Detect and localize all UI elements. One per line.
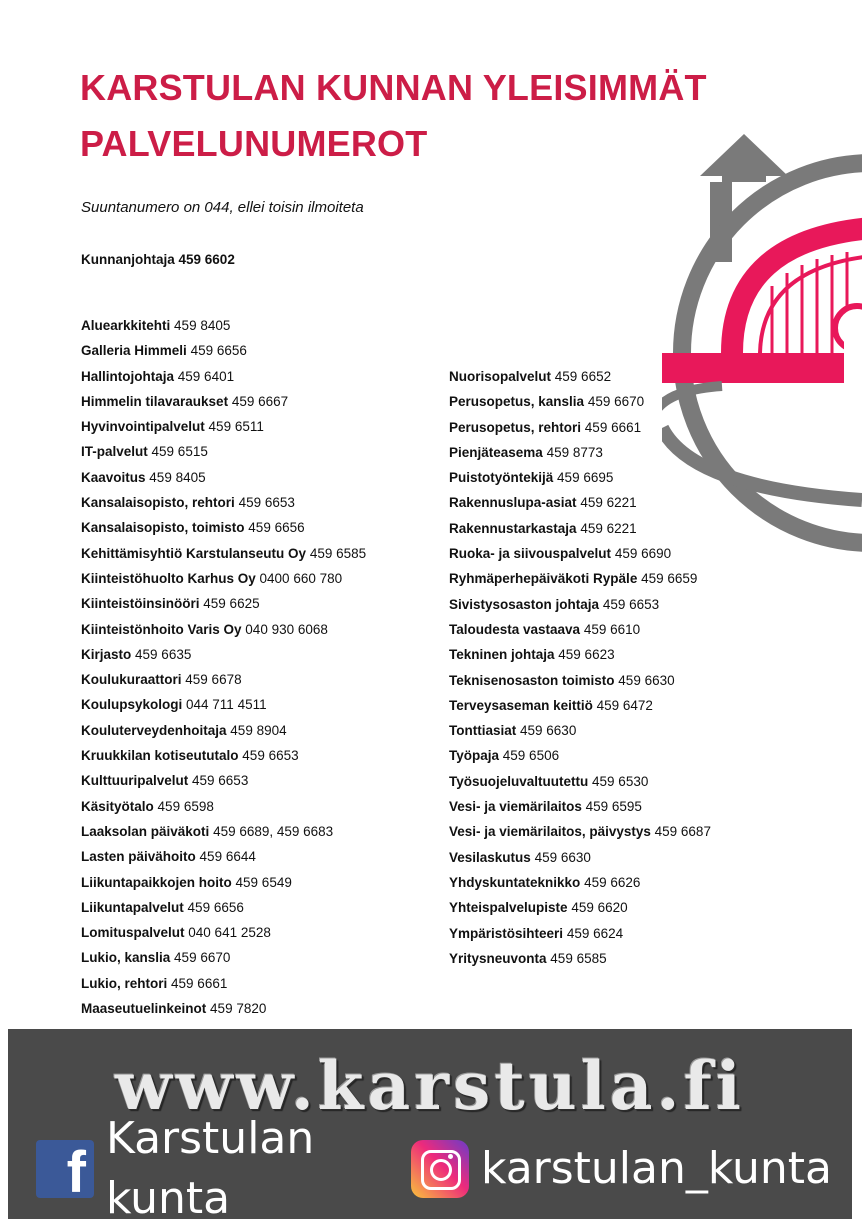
service-number: 459 6656: [190, 343, 247, 359]
service-name: Hallintojohtaja: [81, 368, 175, 384]
service-list-right: [449, 364, 711, 971]
service-entry: [81, 768, 366, 793]
service-number: 459 6630: [618, 672, 675, 688]
head-contact-name: Kunnanjohtaja: [81, 252, 175, 267]
service-number: 459 6585: [550, 950, 607, 966]
service-entry: [81, 338, 366, 363]
service-entry: [449, 592, 711, 617]
title-line-1: KARSTULAN KUNNAN YLEISIMMÄT: [80, 67, 707, 108]
service-name: Teknisenosaston toimisto: [449, 672, 615, 688]
service-entry: [449, 389, 711, 414]
service-number: 459 6656: [187, 899, 244, 915]
service-entry: [449, 794, 711, 819]
service-number: 044 711 4511: [186, 697, 267, 713]
service-entry: [81, 591, 366, 616]
service-name: Kiinteistöhuolto Karhus Oy: [81, 570, 256, 586]
service-name: Ympäristösihteeri: [449, 925, 564, 941]
service-name: Galleria Himmeli: [81, 343, 187, 359]
service-name: Himmelin tilavaraukset: [81, 393, 229, 409]
head-contact: [81, 252, 235, 267]
service-number: 459 6667: [231, 393, 289, 409]
service-name: Sivistysosaston johtaja: [449, 596, 600, 612]
service-name: Kirjasto: [81, 646, 132, 662]
service-number: 459 6626: [584, 874, 641, 890]
title-line-2: PALVELUNUMEROT: [80, 123, 428, 164]
service-entry: [81, 692, 366, 717]
service-number: 459 6656: [248, 520, 305, 536]
service-number: 459 6659: [641, 571, 698, 587]
service-name: Lukio, rehtori: [81, 975, 168, 991]
service-number: 459 6549: [235, 874, 292, 890]
service-name: Työpaja: [449, 748, 500, 764]
service-entry: [81, 642, 366, 667]
service-number: 459 6221: [580, 520, 637, 536]
facebook-icon[interactable]: f: [36, 1140, 94, 1198]
service-number: 459 6598: [157, 798, 214, 814]
service-name: Kansalaisopisto, rehtori: [81, 495, 235, 511]
service-entry: [449, 668, 711, 693]
service-name: Ryhmäperhepäiväkoti Rypäle: [449, 571, 638, 587]
service-name: Pienjäteasema: [449, 444, 543, 460]
service-number: 459 6472: [596, 697, 653, 713]
service-number: 459 6670: [587, 394, 645, 410]
service-name: Taloudesta vastaava: [449, 621, 581, 637]
service-name: Nuorisopalvelut: [449, 369, 552, 384]
service-entry: [81, 617, 366, 642]
service-entry: [449, 566, 711, 591]
service-entry: [81, 794, 366, 819]
service-number: 459 8904: [230, 722, 287, 738]
service-name: Yhdyskuntateknikko: [449, 874, 581, 890]
service-entry: [81, 566, 366, 591]
service-entry: [449, 490, 711, 515]
service-entry: [449, 895, 711, 920]
area-code-note: Suuntanumero on 044, ellei toisin ilmoiteta: [81, 199, 364, 216]
service-name: Tekninen johtaja: [449, 647, 555, 663]
service-entry: [449, 870, 711, 895]
service-name: Ruoka- ja siivouspalvelut: [449, 546, 612, 562]
service-entry: [81, 414, 366, 439]
service-entry: [449, 743, 711, 768]
service-name: Terveysaseman keittiö: [449, 697, 593, 713]
service-name: Kaavoitus: [81, 469, 146, 485]
service-entry: [449, 718, 711, 743]
service-number: 459 6678: [185, 672, 242, 688]
service-number: 459 8405: [174, 318, 231, 333]
service-entry: [81, 718, 366, 743]
service-entry: [81, 945, 366, 970]
service-name: Perusopetus, rehtori: [449, 419, 582, 435]
service-entry: [449, 921, 711, 946]
service-name: Kiinteistöinsinööri: [81, 596, 200, 612]
service-number: 459 6506: [502, 748, 560, 764]
service-name: Vesi- ja viemärilaitos: [449, 799, 582, 815]
service-name: Hyvinvointipalvelut: [81, 419, 205, 435]
service-number: 459 6625: [203, 596, 260, 612]
service-name: Kouluterveydenhoitaja: [81, 722, 227, 738]
service-entry: [81, 895, 366, 920]
service-number: 459 6635: [135, 646, 192, 662]
service-name: Vesilaskutus: [449, 849, 531, 865]
website-url[interactable]: www.karstula.fi: [115, 1047, 745, 1125]
service-number: 459 6687: [654, 824, 711, 840]
page-title: [80, 60, 720, 172]
service-name: Lomituspalvelut: [81, 925, 185, 941]
service-entry: [81, 439, 366, 464]
service-name: Kulttuuripalvelut: [81, 773, 189, 789]
social-links: [36, 1113, 852, 1224]
service-name: Yritysneuvonta: [449, 950, 547, 966]
service-number: 040 930 6068: [245, 621, 328, 637]
service-number: 040 641 2528: [188, 925, 271, 941]
service-number: 459 8773: [546, 444, 603, 460]
service-number: 0400 660 780: [259, 570, 343, 586]
service-number: 459 6624: [566, 925, 624, 941]
head-contact-number: 459 6602: [178, 252, 235, 267]
service-entry: [81, 971, 366, 996]
service-entry: [449, 364, 711, 389]
service-name: Tonttiasiat: [449, 723, 517, 739]
facebook-label[interactable]: Karstulan kunta: [106, 1113, 315, 1224]
service-name: Aluearkkitehti: [81, 318, 171, 333]
service-entry: [81, 465, 366, 490]
service-name: Perusopetus, kanslia: [449, 394, 585, 410]
service-entry: [449, 845, 711, 870]
service-number: 459 6511: [208, 419, 264, 435]
service-name: Rakennuslupa-asiat: [449, 495, 577, 511]
service-name: Lasten päivähoito: [81, 849, 196, 865]
service-entry: [81, 844, 366, 869]
service-entry: [81, 515, 366, 540]
service-entry: [449, 819, 711, 844]
service-name: Kiinteistönhoito Varis Oy: [81, 621, 242, 637]
service-name: Koulupsykologi: [81, 697, 183, 713]
service-entry: [449, 541, 711, 566]
service-number: 459 6653: [242, 748, 299, 764]
service-entry: [449, 642, 711, 667]
service-number: 459 6401: [177, 368, 235, 384]
service-entry: [81, 667, 366, 692]
service-number: 459 6630: [520, 723, 577, 739]
service-number: 459 6690: [614, 546, 672, 562]
service-number: 459 6644: [199, 849, 256, 865]
service-number: 459 6653: [238, 495, 295, 511]
service-entry: [449, 693, 711, 718]
service-number: 459 8405: [149, 469, 206, 485]
service-number: 459 6661: [171, 975, 228, 991]
service-entry: [449, 465, 711, 490]
service-name: Työsuojeluvaltuutettu: [449, 773, 589, 789]
service-name: Yhteispalvelupiste: [449, 900, 568, 916]
service-name: Kansalaisopisto, toimisto: [81, 520, 245, 536]
service-number: 459 7820: [210, 1001, 267, 1017]
service-entry: [449, 617, 711, 642]
service-list-left: [81, 313, 366, 1021]
service-number: 459 6653: [602, 596, 660, 612]
service-entry: [81, 920, 366, 945]
service-name: Liikuntapaikkojen hoito: [81, 874, 232, 890]
service-number: 459 6652: [554, 369, 612, 384]
footer-banner: [8, 1029, 852, 1224]
service-name: Liikuntapalvelut: [81, 899, 184, 915]
service-entry: [81, 490, 366, 515]
service-name: Kehittämisyhtiö Karstulanseutu Oy: [81, 545, 307, 561]
service-name: Maaseutuelinkeinot: [81, 1001, 207, 1017]
instagram-icon[interactable]: [411, 1140, 469, 1198]
service-number: 459 6695: [557, 470, 614, 486]
service-number: 459 6595: [585, 799, 642, 815]
service-entry: [449, 415, 711, 440]
service-number: 459 6670: [174, 950, 231, 966]
service-number: 459 6653: [192, 773, 249, 789]
service-entry: [81, 996, 366, 1021]
service-entry: [81, 389, 366, 414]
service-name: Koulukuraattori: [81, 672, 182, 688]
service-name: Vesi- ja viemärilaitos, päivystys: [449, 824, 651, 840]
service-number: 459 6689, 459 6683: [213, 823, 334, 839]
service-name: Puistotyöntekijä: [449, 470, 554, 486]
service-entry: [81, 870, 366, 895]
service-name: Käsityötalo: [81, 798, 154, 814]
service-number: 459 6515: [151, 444, 208, 460]
service-number: 459 6661: [584, 419, 642, 435]
service-number: 459 6585: [309, 545, 367, 561]
service-name: Kruukkilan kotiseututalo: [81, 748, 239, 764]
instagram-label[interactable]: karstulan_kunta: [480, 1143, 832, 1194]
service-entry: [81, 313, 366, 338]
service-number: 459 6610: [583, 621, 641, 637]
service-name: Lukio, kanslia: [81, 950, 171, 966]
service-entry: [81, 819, 366, 844]
service-entry: [449, 440, 711, 465]
service-entry: [81, 541, 366, 566]
service-number: 459 6630: [534, 849, 591, 865]
service-number: 459 6623: [558, 647, 615, 663]
service-entry: [449, 516, 711, 541]
service-entry: [449, 769, 711, 794]
service-entry: [81, 743, 366, 768]
service-name: Laaksolan päiväkoti: [81, 823, 210, 839]
service-entry: [81, 364, 366, 389]
service-number: 459 6221: [580, 495, 637, 511]
service-name: IT-palvelut: [81, 444, 148, 460]
service-entry: [449, 946, 711, 971]
service-number: 459 6530: [592, 773, 649, 789]
service-number: 459 6620: [571, 900, 628, 916]
service-name: Rakennustarkastaja: [449, 520, 577, 536]
